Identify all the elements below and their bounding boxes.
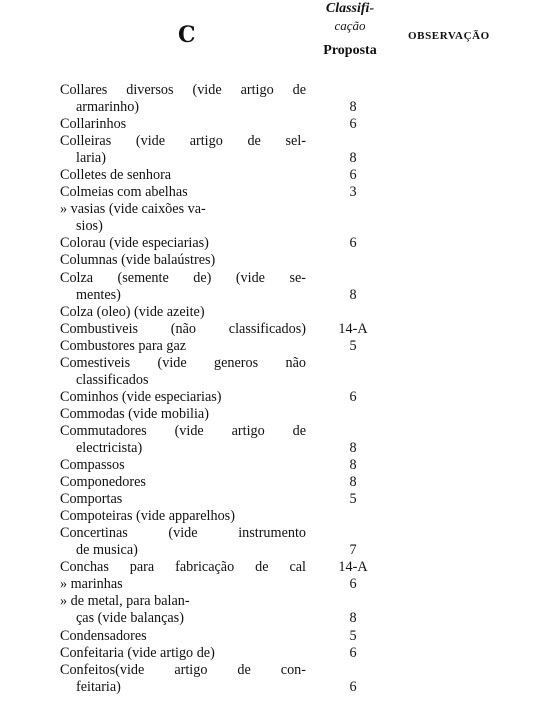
- entry-classification: 5: [349, 337, 357, 354]
- entry-classification: 6: [349, 388, 357, 405]
- entry-row: [0, 218, 557, 235]
- entry-row: [0, 389, 557, 406]
- entry-row: [0, 338, 557, 355]
- entry-text: Comestiveis (vide generos não: [60, 354, 306, 371]
- entry-text: Colletes de senhora: [60, 167, 172, 184]
- entry-text: Commutadores (vide artigo de: [60, 422, 306, 439]
- entry-text: Compoteiras (vide apparelhos): [60, 508, 235, 525]
- entry-text: Confeitaria (vide artigo de): [60, 644, 215, 661]
- entry-row: [0, 355, 557, 372]
- entry-classification: 3: [349, 184, 357, 201]
- entry-text: » marinhas: [60, 576, 123, 593]
- entry-row: [0, 542, 557, 559]
- classification-line1: Classifi-: [325, 1, 375, 16]
- entry-text: Colza (oleo) (vide azeite): [60, 303, 205, 320]
- entry-text: Commodas (vide mobilia): [60, 405, 209, 422]
- entry-row: [0, 576, 557, 593]
- entry-text: electricista): [76, 439, 143, 456]
- entry-text: Concertinas (vide instrumento: [60, 525, 306, 542]
- entry-row: [0, 474, 557, 491]
- entry-classification: 14-A: [338, 320, 368, 337]
- entry-classification: 6: [349, 116, 357, 133]
- entry-row: [0, 252, 557, 269]
- entry-text: » de metal, para balan-: [60, 593, 190, 610]
- entry-row: [0, 610, 557, 627]
- entries-list: [0, 82, 557, 696]
- entry-classification: 8: [349, 99, 357, 116]
- entry-text: Condensadores: [60, 627, 147, 644]
- entry-row: [0, 167, 557, 184]
- entry-row: [0, 82, 557, 99]
- entry-classification: 8: [349, 610, 357, 627]
- entry-row: [0, 321, 557, 338]
- entry-row: [0, 628, 557, 645]
- entry-classification: 6: [349, 644, 357, 661]
- entry-classification: 8: [349, 474, 357, 491]
- entry-row: [0, 184, 557, 201]
- entry-text: Colmeias com abelhas: [60, 184, 188, 201]
- entry-row: [0, 150, 557, 167]
- entry-classification: 5: [349, 491, 357, 508]
- entry-row: [0, 508, 557, 525]
- entry-text: Collares diversos (vide artigo de: [60, 82, 306, 98]
- entry-row: [0, 440, 557, 457]
- entry-text: Cominhos (vide especiarias): [60, 388, 222, 405]
- entry-text: feitaria): [76, 678, 121, 695]
- classification-header: [305, 0, 395, 59]
- entry-row: [0, 662, 557, 679]
- entry-classification: 6: [349, 576, 357, 593]
- entry-text: Componedores: [60, 474, 146, 491]
- classification-line2: cação: [334, 18, 366, 33]
- observation-header: OBSERVAÇÃO: [408, 30, 490, 42]
- entry-row: [0, 304, 557, 321]
- entry-text: sios): [76, 218, 103, 235]
- entry-row: [0, 406, 557, 423]
- entry-text: classificados: [76, 371, 149, 388]
- entry-text: Confeitos(vide artigo de con-: [60, 661, 306, 678]
- entry-text: de musica): [76, 542, 138, 559]
- entry-row: [0, 235, 557, 252]
- classification-line3: Proposta: [323, 43, 377, 58]
- entry-text: Collarinhos: [60, 116, 127, 133]
- entry-row: [0, 201, 557, 218]
- entry-row: [0, 133, 557, 150]
- entry-text: Combustiveis (não classificados): [60, 320, 306, 337]
- entry-classification: 14-A: [338, 559, 368, 576]
- entry-row: [0, 645, 557, 662]
- entry-row: [0, 116, 557, 133]
- entry-text: Conchas para fabricação de cal: [60, 559, 306, 576]
- entry-classification: 5: [349, 627, 357, 644]
- entry-classification: 7: [349, 542, 357, 559]
- entry-row: [0, 679, 557, 696]
- entry-text: laria): [76, 150, 106, 167]
- entry-text: ças (vide balanças): [76, 610, 184, 627]
- entry-text: Compassos: [60, 457, 125, 474]
- entry-text: » vasias (vide caixões va-: [60, 201, 206, 218]
- entry-classification: 8: [349, 439, 357, 456]
- entry-row: [0, 372, 557, 389]
- section-letter: C: [178, 22, 196, 48]
- entry-row: [0, 457, 557, 474]
- entry-text: Colleiras (vide artigo de sel-: [60, 133, 306, 150]
- entry-row: [0, 559, 557, 576]
- entry-classification: 6: [349, 678, 357, 695]
- entry-row: [0, 491, 557, 508]
- entry-row: [0, 525, 557, 542]
- entry-text: Comportas: [60, 491, 123, 508]
- entry-row: [0, 287, 557, 304]
- entry-row: [0, 99, 557, 116]
- entry-text: Columnas (vide balaústres): [60, 252, 216, 269]
- entry-row: [0, 270, 557, 287]
- entry-text: Combustores para gaz: [60, 337, 187, 354]
- entry-classification: 8: [349, 457, 357, 474]
- entry-classification: 8: [349, 286, 357, 303]
- entry-text: armarinho): [76, 99, 140, 116]
- entry-row: [0, 593, 557, 610]
- entry-row: [0, 423, 557, 440]
- entry-classification: 8: [349, 150, 357, 167]
- entry-text: mentes): [76, 286, 121, 303]
- entry-classification: 6: [349, 167, 357, 184]
- entry-text: Colorau (vide especiarias): [60, 235, 209, 252]
- entry-classification: 6: [349, 235, 357, 252]
- entry-text: Colza (semente de) (vide se-: [60, 269, 306, 286]
